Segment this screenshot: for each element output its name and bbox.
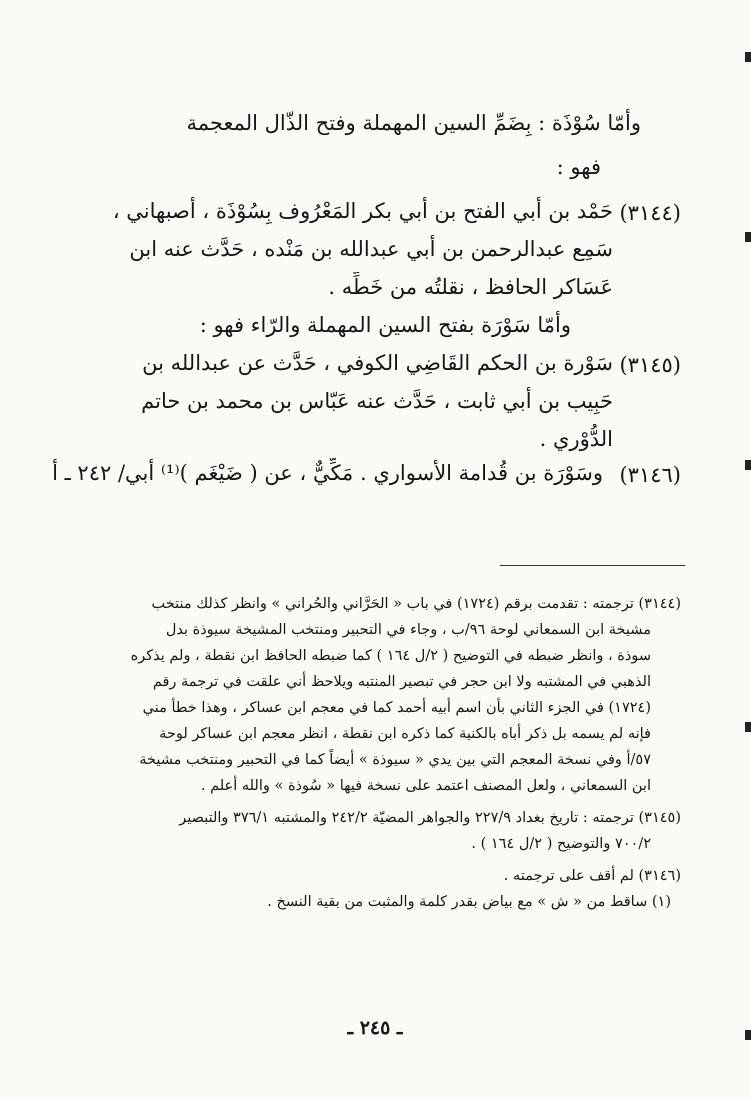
entry-line: سَوْرة بن الحكم القَاضِي الكوفي ، حَدَّث عن عبدالله بن bbox=[142, 351, 613, 375]
page-number: ـ ٢٤٥ ـ bbox=[347, 1017, 403, 1039]
footnote-line: فإنه لم يسمه بل ذكر أباه بالكنية كما ذكره ابن نقطة ، انظر معجم ابن عساكر لوحة bbox=[159, 726, 651, 742]
section-intro: وأمّا سَوْرَة بفتح السين المهملة والرّاء فهو : bbox=[199, 313, 571, 337]
scan-edge-mark bbox=[745, 1030, 751, 1040]
entry-number: (٣١٤٥) bbox=[619, 353, 681, 377]
footnote-separator bbox=[500, 565, 685, 566]
entry-line: سَمِع عبدالرحمن بن أبي عبدالله بن مَنْده ، حَدَّث عنه ابن bbox=[129, 237, 613, 261]
footnote-line: (٣١٤٥) ترجمته : تاريخ بغداد ٢٢٧/٩ والجواهر المضيّة ٢٤٢/٢ والمشتبه ٣٧٦/١ والتبصير bbox=[179, 810, 681, 826]
scan-edge-mark bbox=[745, 52, 751, 62]
footnote-line: (١) ساقط من « ش » مع بياض بقدر كلمة والمثبت من بقية النسخ . bbox=[267, 894, 671, 910]
entry-line: وسَوْرَة بن قُدامة الأسواري . مَكِّيٌّ ، عن ( ضَيْغَم )⁽¹⁾ أبي/ ٢٤٢ ـ أ bbox=[52, 461, 603, 485]
entry-line: عَسَاكر الحافظ ، نقلتُه من خَطِّه . bbox=[328, 275, 613, 299]
entry-number: (٣١٤٤) bbox=[619, 201, 681, 225]
footnote-line: (٣١٤٦) لم أقف على ترجمته . bbox=[503, 868, 681, 884]
footnote-line: ٥٧/أ وفي نسخة المعجم التي بين يدي « سيوذة » أيضاً كما في التحبير ومنتخب مشيخة bbox=[139, 752, 651, 768]
entry-line: حَبِيب بن أبي ثابت ، حَدَّث عنه عَبّاس بن محمد بن حاتم bbox=[141, 389, 613, 413]
footnote-line: الذهبي في المشتبه ولا ابن حجر في تبصير المنتبه ويلاحظ أني علقت في ترجمة رقم bbox=[152, 674, 651, 690]
entry-line: الدُّوْري . bbox=[539, 427, 613, 451]
section-intro: وأمّا سُوْذَة : بِضَمِّ السين المهملة وفتح الذّال المعجمة bbox=[186, 111, 641, 135]
footnote-line: مشيخة ابن السمعاني لوحة ٩٦/ب ، وجاء في التحبير ومنتخب المشيخة سيوذة بدل bbox=[165, 622, 651, 638]
footnote-line: ابن السمعاني ، ولعل المصنف اعتمد على نسخة فيها « سُوذة » والله أعلم . bbox=[200, 778, 651, 794]
footnote-line: سوذة ، وانظر ضبطه في التوضيح ( ٢/ل ١٦٤ ) كما ضبطه الحافظ ابن نقطة ، ولم يذكره bbox=[130, 648, 651, 664]
entry-number: (٣١٤٦) bbox=[619, 463, 681, 487]
scan-edge-mark bbox=[745, 722, 751, 732]
scan-edge-mark bbox=[745, 232, 751, 242]
entry-line: حَمْد بن أبي الفتح بن أبي بكر المَعْرُوف بِسُوْذَة ، أصبهاني ، bbox=[112, 199, 613, 223]
footnote-line: (١٧٢٤) في الجزء الثاني بأن اسم أبيه أحمد كما في معجم ابن عساكر ، وهذا خطأ مني bbox=[142, 700, 651, 716]
section-intro-cont: فهو : bbox=[556, 155, 601, 179]
footnote-line: (٣١٤٤) ترجمته : تقدمت برقم (١٧٢٤) في باب « الحَرَّاني والحُراني » وانظر كذلك منتخب bbox=[151, 596, 681, 612]
footnote-line: ٧٠٠/٢ والتوضيح ( ٢/ل ١٦٤ ) . bbox=[471, 836, 651, 852]
scan-edge-mark bbox=[745, 460, 751, 470]
